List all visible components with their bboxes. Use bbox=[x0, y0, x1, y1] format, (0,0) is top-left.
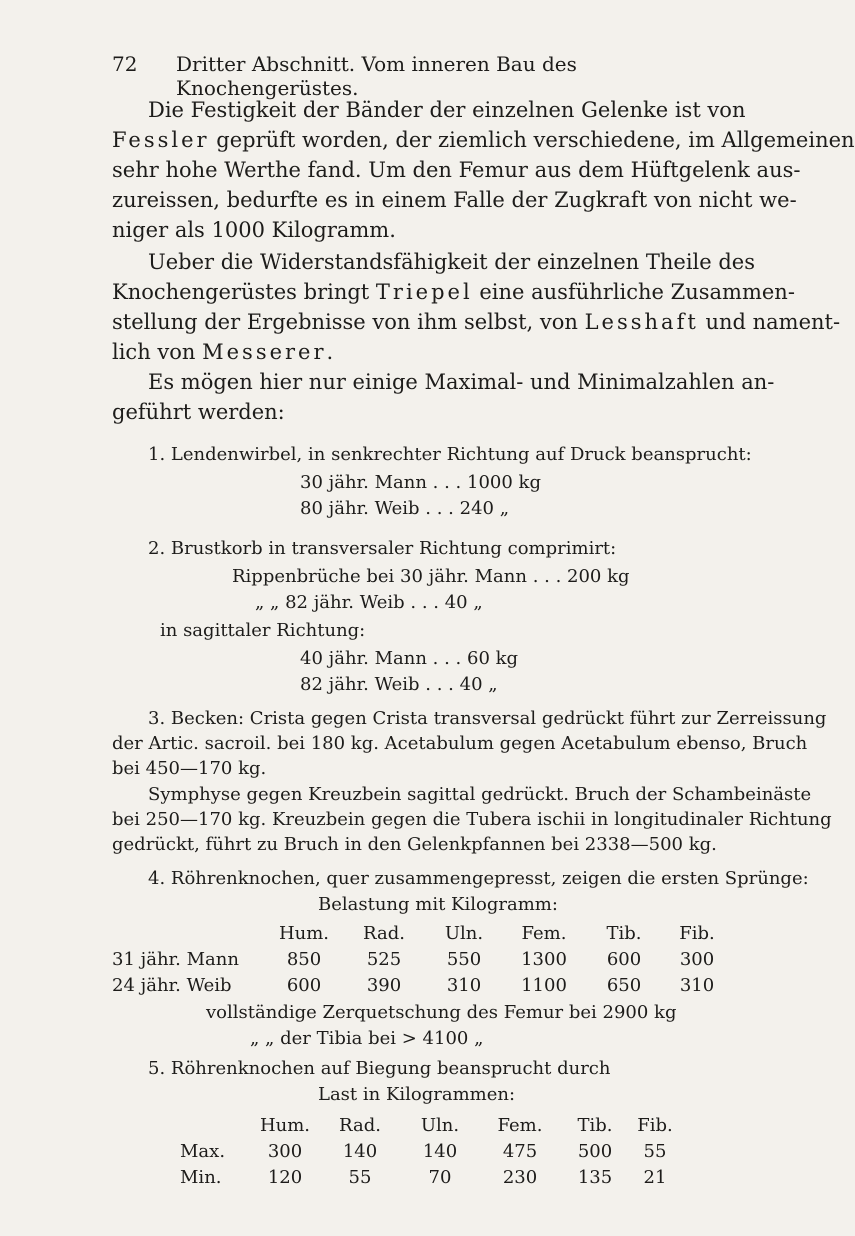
row-label: 24 jähr. Weib bbox=[112, 974, 232, 996]
row-label: 31 jähr. Mann bbox=[112, 948, 239, 970]
data-line: Rippenbrüche bei 30 jähr. Mann . . . 200 kg bbox=[232, 566, 630, 587]
section-heading: 5. Röhrenknochen auf Biegung beansprucht durch bbox=[148, 1058, 611, 1079]
column-header: Fem. bbox=[497, 1114, 543, 1136]
table-header-row bbox=[180, 1112, 680, 1138]
data-line: 30 jähr. Mann . . . 1000 kg bbox=[300, 472, 541, 493]
table-row bbox=[112, 972, 730, 998]
text-line: lich von Messerer. bbox=[112, 340, 334, 364]
author-name: Messerer bbox=[202, 340, 327, 364]
table-cell: 230 bbox=[502, 1166, 538, 1188]
data-line: „ „ 82 jähr. Weib . . . 40 „ bbox=[255, 592, 483, 613]
column-header: Hum. bbox=[278, 922, 330, 944]
column-header: Hum. bbox=[259, 1114, 311, 1136]
table-cell: 650 bbox=[606, 974, 642, 996]
table-row bbox=[112, 946, 730, 972]
column-header: Uln. bbox=[420, 1114, 460, 1136]
row-label: Min. bbox=[180, 1166, 222, 1188]
table-cell: 1300 bbox=[521, 948, 567, 970]
author-name: Fessler bbox=[112, 128, 210, 152]
table-cell: 55 bbox=[348, 1166, 372, 1188]
note-line: „ „ der Tibia bei > 4100 „ bbox=[250, 1028, 484, 1049]
section-heading: 2. Brustkorb in transversaler Richtung comprimirt: bbox=[148, 538, 617, 559]
table-cell: 850 bbox=[286, 948, 322, 970]
author-name: Triepel bbox=[375, 280, 473, 304]
column-header: Rad. bbox=[339, 1114, 381, 1136]
running-title: Dritter Abschnitt. Vom inneren Bau des Knochengerüstes. bbox=[176, 52, 577, 100]
table-cell: 21 bbox=[643, 1166, 667, 1188]
page-number: 72 bbox=[112, 52, 138, 76]
table-row bbox=[180, 1138, 680, 1164]
table-cell: 390 bbox=[366, 974, 402, 996]
table-cell: 600 bbox=[606, 948, 642, 970]
table-cell: 310 bbox=[679, 974, 715, 996]
text-line: geführt werden: bbox=[112, 400, 285, 424]
text-line: 3. Becken: Crista gegen Crista transversal gedrückt führt zur Zerreissung bbox=[148, 708, 827, 729]
text-line: Fessler geprüft worden, der ziemlich verschiedene, im Allgemeinen bbox=[112, 128, 855, 152]
table-cell: 70 bbox=[428, 1166, 452, 1188]
text-line: bei 250—170 kg. Kreuzbein gegen die Tubera ischii in longitudinaler Richtung bbox=[112, 809, 832, 830]
table-cell: 55 bbox=[643, 1140, 667, 1162]
text-line: stellung der Ergebnisse von ihm selbst, von Lesshaft und nament- bbox=[112, 310, 841, 334]
table-cell: 1100 bbox=[521, 974, 567, 996]
text-line: bei 450—170 kg. bbox=[112, 758, 267, 779]
text-line: zureissen, bedurfte es in einem Falle der Zugkraft von nicht we- bbox=[112, 188, 797, 212]
section-heading: 1. Lendenwirbel, in senkrechter Richtung auf Druck beansprucht: bbox=[148, 444, 752, 465]
table-cell: 500 bbox=[577, 1140, 613, 1162]
table-cell: 550 bbox=[446, 948, 482, 970]
note-line: vollständige Zerquetschung des Femur bei 2900 kg bbox=[206, 1002, 677, 1023]
table-cell: 140 bbox=[342, 1140, 378, 1162]
table-cell: 140 bbox=[422, 1140, 458, 1162]
text-line: niger als 1000 Kilogramm. bbox=[112, 218, 396, 242]
subheading: Last in Kilogrammen: bbox=[318, 1084, 516, 1105]
column-header: Fem. bbox=[521, 922, 567, 944]
table-cell: 120 bbox=[267, 1166, 303, 1188]
table-header-row bbox=[112, 920, 730, 946]
subheading: Belastung mit Kilogramm: bbox=[318, 894, 558, 915]
table-cell: 600 bbox=[286, 974, 322, 996]
author-name: Lesshaft bbox=[584, 310, 699, 334]
table-row bbox=[180, 1164, 680, 1190]
data-line: 40 jähr. Mann . . . 60 kg bbox=[300, 648, 519, 669]
column-header: Rad. bbox=[363, 922, 405, 944]
text-line: Symphyse gegen Kreuzbein sagittal gedrückt. Bruch der Schambeinäste bbox=[148, 784, 812, 805]
section-heading: 4. Röhrenknochen, quer zusammengepresst, zeigen die ersten Sprünge: bbox=[148, 868, 809, 889]
table-cell: 310 bbox=[446, 974, 482, 996]
text-line: gedrückt, führt zu Bruch in den Gelenkpfannen bei 2338—500 kg. bbox=[112, 834, 717, 855]
data-line: 80 jähr. Weib . . . 240 „ bbox=[300, 498, 510, 519]
row-label: Max. bbox=[180, 1140, 226, 1162]
table-cell: 525 bbox=[366, 948, 402, 970]
load-table-fracture bbox=[112, 920, 730, 998]
column-header: Fib. bbox=[679, 922, 715, 944]
text-line: der Artic. sacroil. bei 180 kg. Acetabulum gegen Acetabulum ebenso, Bruch bbox=[112, 733, 808, 754]
subheading: in sagittaler Richtung: bbox=[160, 620, 366, 641]
load-table-bending bbox=[180, 1112, 680, 1190]
table-cell: 475 bbox=[502, 1140, 538, 1162]
column-header: Tib. bbox=[577, 1114, 613, 1136]
column-header: Tib. bbox=[606, 922, 642, 944]
text-line: Ueber die Widerstandsfähigkeit der einzelnen Theile des bbox=[148, 250, 756, 274]
data-line: 82 jähr. Weib . . . 40 „ bbox=[300, 674, 498, 695]
text-line: Knochengerüstes bringt Triepel eine ausführliche Zusammen- bbox=[112, 280, 795, 304]
table-cell: 135 bbox=[577, 1166, 613, 1188]
column-header: Fib. bbox=[637, 1114, 673, 1136]
column-header: Uln. bbox=[444, 922, 484, 944]
text-line: Es mögen hier nur einige Maximal- und Minimalzahlen an- bbox=[148, 370, 775, 394]
table-cell: 300 bbox=[679, 948, 715, 970]
text-line: Die Festigkeit der Bänder der einzelnen Gelenke ist von bbox=[148, 98, 746, 122]
table-cell: 300 bbox=[267, 1140, 303, 1162]
text-line: sehr hohe Werthe fand. Um den Femur aus dem Hüftgelenk aus- bbox=[112, 158, 801, 182]
